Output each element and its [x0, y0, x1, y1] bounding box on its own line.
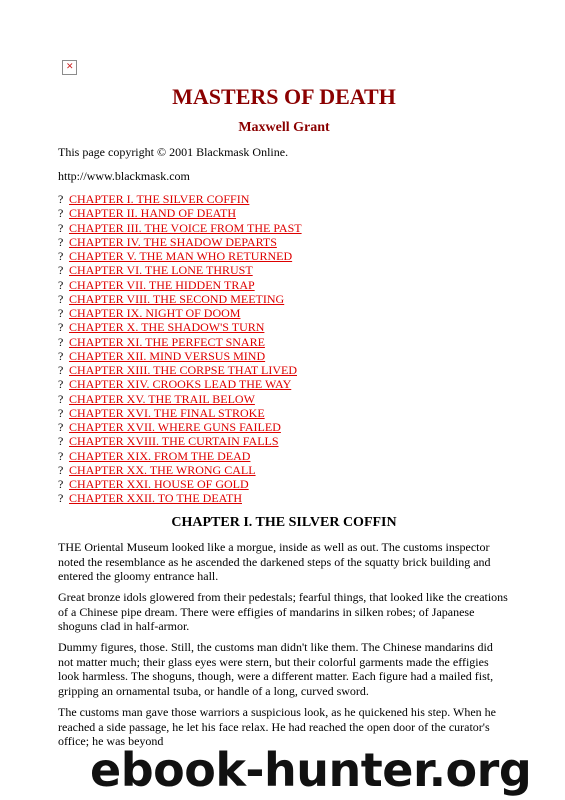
toc-link-chapter-8[interactable]: CHAPTER VIII. THE SECOND MEETING: [69, 291, 285, 306]
toc-link-chapter-4[interactable]: CHAPTER IV. THE SHADOW DEPARTS: [69, 234, 277, 249]
toc-item: [58, 249, 510, 263]
toc-link-chapter-21[interactable]: CHAPTER XXI. HOUSE OF GOLD: [69, 477, 249, 491]
chapter-heading: CHAPTER I. THE SILVER COFFIN: [171, 515, 397, 530]
toc-item: [58, 235, 510, 249]
toc-link-chapter-11[interactable]: CHAPTER XI. THE PERFECT SNARE: [69, 334, 265, 349]
toc-link-chapter-3[interactable]: CHAPTER III. THE VOICE FROM THE PAST: [69, 220, 302, 235]
toc-item: [58, 377, 510, 391]
toc-link-chapter-17[interactable]: CHAPTER XVII. WHERE GUNS FAILED: [69, 420, 281, 434]
toc-item: [58, 306, 510, 320]
toc-bullet: ?: [58, 234, 64, 249]
toc-bullet: ?: [58, 420, 64, 434]
toc-bullet: ?: [58, 291, 64, 306]
toc-item: [58, 206, 510, 220]
toc-item: [58, 192, 510, 206]
toc-link-chapter-19[interactable]: CHAPTER XIX. FROM THE DEAD: [69, 448, 251, 463]
toc-item: [58, 406, 510, 420]
toc-link-chapter-6[interactable]: CHAPTER VI. THE LONE THRUST: [69, 263, 253, 278]
toc-link-chapter-5[interactable]: CHAPTER V. THE MAN WHO RETURNED: [69, 249, 293, 263]
toc-item: [58, 335, 510, 349]
toc-bullet: ?: [58, 377, 64, 392]
toc-item: [58, 349, 510, 363]
toc-link-chapter-7[interactable]: CHAPTER VII. THE HIDDEN TRAP: [69, 277, 255, 292]
watermark-text: ebook-hunter.org: [90, 743, 532, 797]
toc-bullet: ?: [58, 434, 64, 449]
toc-bullet: ?: [58, 491, 64, 506]
document-page: [58, 0, 510, 800]
source-url: http://www.blackmask.com: [58, 169, 190, 183]
toc-item: [58, 491, 510, 505]
toc-bullet: ?: [58, 192, 64, 206]
broken-image-glyph: ✕: [66, 62, 74, 72]
toc-bullet: ?: [58, 306, 64, 320]
body-paragraph: THE Oriental Museum looked like a morgue, inside as well as out. The customs inspector noted the resemblance as he ascended the darkened steps of the squatty brick building and entered the gloomy entrance hall.: [58, 540, 491, 583]
toc-bullet: ?: [58, 448, 64, 463]
toc-link-chapter-2[interactable]: CHAPTER II. HAND OF DEATH: [69, 206, 236, 221]
toc-link-chapter-18[interactable]: CHAPTER XVIII. THE CURTAIN FALLS: [69, 434, 279, 449]
toc-bullet: ?: [58, 263, 64, 278]
toc-item: [58, 477, 510, 491]
toc-item: [58, 449, 510, 463]
toc-item: [58, 278, 510, 292]
toc-bullet: ?: [58, 477, 64, 491]
toc-item: [58, 221, 510, 235]
toc-item: [58, 392, 510, 406]
toc-bullet: ?: [58, 277, 64, 292]
toc-link-chapter-10[interactable]: CHAPTER X. THE SHADOW'S TURN: [69, 320, 265, 335]
toc-item: [58, 463, 510, 477]
body-paragraph: Dummy figures, those. Still, the customs man didn't like them. The Chinese mandarins did not matter much; their glass eyes were stern, but their colorful garments made the effigies look harmless. The shoguns, though, were a different matter. Each figure had a mailed fist, gripping an ornamental tsuba, or handle of a long, curved sword.: [58, 640, 494, 698]
toc-link-chapter-1[interactable]: CHAPTER I. THE SILVER COFFIN: [69, 192, 250, 206]
toc-item: [58, 263, 510, 277]
toc-bullet: ?: [58, 405, 64, 420]
toc-item: [58, 420, 510, 434]
toc-link-chapter-14[interactable]: CHAPTER XIV. CROOKS LEAD THE WAY: [69, 377, 292, 392]
toc-bullet: ?: [58, 462, 64, 477]
toc-bullet: ?: [58, 220, 64, 235]
broken-image-icon: [62, 60, 77, 75]
toc-link-chapter-9[interactable]: CHAPTER IX. NIGHT OF DOOM: [69, 306, 241, 320]
toc-bullet: ?: [58, 391, 64, 406]
toc-bullet: ?: [58, 334, 64, 349]
table-of-contents: [58, 192, 510, 506]
copyright-notice: This page copyright © 2001 Blackmask Online.: [58, 145, 289, 159]
toc-overflow-fragment: [58, 506, 118, 510]
toc-bullet: ?: [58, 206, 64, 221]
toc-link-chapter-15[interactable]: CHAPTER XV. THE TRAIL BELOW: [69, 391, 255, 406]
toc-bullet: ?: [58, 249, 64, 263]
toc-item: [58, 363, 510, 377]
body-paragraph: The customs man gave those warriors a suspicious look, as he quickened his step. When he reached a side passage, he let his face relax. He had reached the open door of the curator's office; he was beyond: [58, 705, 497, 748]
toc-item: [58, 434, 510, 448]
book-author: Maxwell Grant: [238, 120, 330, 135]
toc-bullet: ?: [58, 363, 64, 377]
toc-item: [58, 320, 510, 334]
toc-bullet: ?: [58, 320, 64, 335]
toc-link-chapter-16[interactable]: CHAPTER XVI. THE FINAL STROKE: [69, 405, 265, 420]
toc-item: [58, 292, 510, 306]
body-paragraph: Great bronze idols glowered from their pedestals; fearful things, that looked like the creations of a Chinese pipe dream. There were effigies of mandarins in silken robes; of Japanese shoguns clad in half-armor.: [58, 590, 508, 633]
toc-link-chapter-13[interactable]: CHAPTER XIII. THE CORPSE THAT LIVED: [69, 363, 298, 377]
toc-link-chapter-22[interactable]: CHAPTER XXII. TO THE DEATH: [69, 491, 242, 506]
toc-link-chapter-12[interactable]: CHAPTER XII. MIND VERSUS MIND: [69, 348, 266, 363]
book-title: MASTERS OF DEATH: [172, 84, 396, 109]
toc-bullet: ?: [58, 348, 64, 363]
toc-link-chapter-20[interactable]: CHAPTER XX. THE WRONG CALL: [69, 462, 256, 477]
